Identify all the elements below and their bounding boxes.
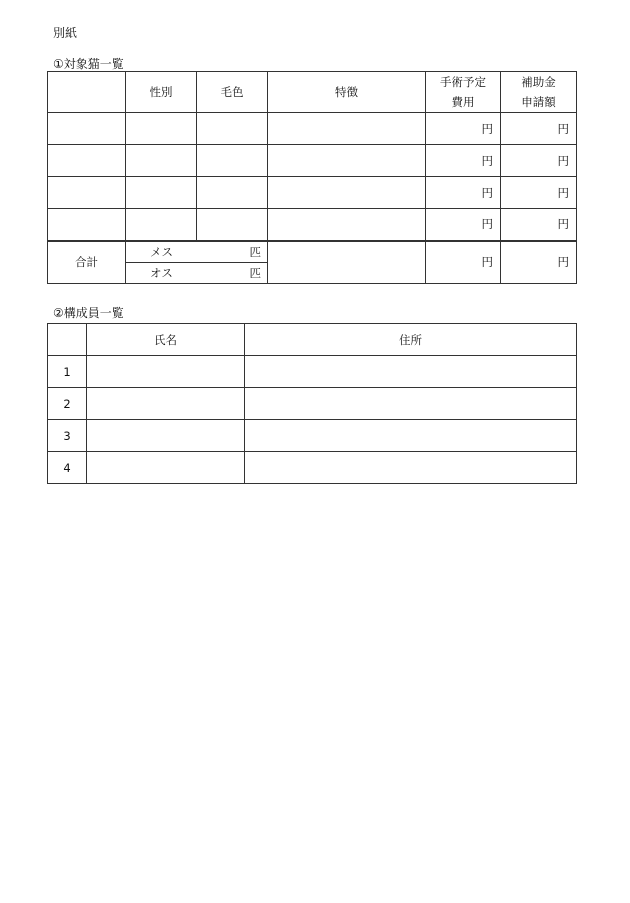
- header-surgery-cost-line2: 費用: [451, 95, 475, 109]
- member-name-cell[interactable]: [87, 356, 245, 388]
- cat-cost-cell[interactable]: 円: [426, 113, 501, 145]
- cat-id-cell[interactable]: [48, 113, 126, 145]
- cat-cost-cell[interactable]: 円: [426, 177, 501, 209]
- member-row: [48, 388, 577, 420]
- member-table-header-row: [48, 324, 577, 356]
- cat-total-row: [48, 241, 577, 284]
- cat-features-cell[interactable]: [268, 177, 426, 209]
- header-address: 住所: [245, 324, 577, 356]
- member-list-table: [47, 323, 577, 484]
- cat-sex-cell[interactable]: [126, 177, 197, 209]
- cat-subsidy-cell[interactable]: 円: [501, 145, 577, 177]
- cat-table-header-row: [48, 72, 577, 113]
- member-address-cell[interactable]: [245, 420, 577, 452]
- member-number: 1: [48, 356, 87, 388]
- cat-color-cell[interactable]: [197, 145, 268, 177]
- total-female-line[interactable]: [126, 242, 267, 263]
- header-color: 毛色: [197, 72, 268, 113]
- total-male-unit: 匹: [249, 265, 261, 280]
- member-name-cell[interactable]: [87, 388, 245, 420]
- cat-row: [48, 113, 577, 145]
- section2-title: ②構成員一覧: [53, 306, 124, 320]
- cat-subsidy-cell[interactable]: 円: [501, 177, 577, 209]
- member-number: 4: [48, 452, 87, 484]
- header-subsidy-line1: 補助金: [521, 75, 556, 89]
- cat-row: [48, 145, 577, 177]
- member-address-cell[interactable]: [245, 452, 577, 484]
- attachment-label: 別紙: [53, 26, 78, 40]
- cat-sex-cell[interactable]: [126, 145, 197, 177]
- cat-cost-cell[interactable]: 円: [426, 209, 501, 241]
- cat-color-cell[interactable]: [197, 209, 268, 241]
- header-surgery-cost: [426, 72, 501, 113]
- member-row: [48, 420, 577, 452]
- member-name-cell[interactable]: [87, 452, 245, 484]
- total-female-label: メス: [150, 244, 173, 259]
- cat-row: [48, 177, 577, 209]
- member-row: [48, 356, 577, 388]
- member-number: 2: [48, 388, 87, 420]
- cat-color-cell[interactable]: [197, 113, 268, 145]
- cat-features-cell[interactable]: [268, 113, 426, 145]
- total-subsidy-cell[interactable]: 円: [501, 241, 577, 284]
- member-name-cell[interactable]: [87, 420, 245, 452]
- cat-sex-cell[interactable]: [126, 209, 197, 241]
- member-address-cell[interactable]: [245, 356, 577, 388]
- cat-id-cell[interactable]: [48, 145, 126, 177]
- total-male-label: オス: [150, 265, 173, 280]
- header-blank-cell: [48, 72, 126, 113]
- header-subsidy-amount: [501, 72, 577, 113]
- header-sex: 性別: [126, 72, 197, 113]
- cat-subsidy-cell[interactable]: 円: [501, 113, 577, 145]
- cat-id-cell[interactable]: [48, 209, 126, 241]
- member-number: 3: [48, 420, 87, 452]
- cat-list-table: [47, 71, 577, 284]
- cat-subsidy-cell[interactable]: 円: [501, 209, 577, 241]
- total-cost-cell[interactable]: 円: [426, 241, 501, 284]
- header-subsidy-line2: 申請額: [521, 95, 556, 109]
- header-blank-cell: [48, 324, 87, 356]
- header-features: 特徴: [268, 72, 426, 113]
- total-features-cell: [268, 241, 426, 284]
- cat-features-cell[interactable]: [268, 145, 426, 177]
- member-row: [48, 452, 577, 484]
- cat-features-cell[interactable]: [268, 209, 426, 241]
- member-address-cell[interactable]: [245, 388, 577, 420]
- total-male-line[interactable]: [126, 263, 267, 283]
- total-label: 合計: [48, 241, 126, 284]
- cat-id-cell[interactable]: [48, 177, 126, 209]
- section1-title: ①対象猫一覧: [53, 57, 124, 71]
- header-name: 氏名: [87, 324, 245, 356]
- cat-cost-cell[interactable]: 円: [426, 145, 501, 177]
- cat-sex-cell[interactable]: [126, 113, 197, 145]
- header-surgery-cost-line1: 手術予定: [440, 75, 486, 89]
- total-female-unit: 匹: [249, 244, 261, 259]
- cat-row: [48, 209, 577, 241]
- total-count-cell: [126, 241, 268, 284]
- cat-color-cell[interactable]: [197, 177, 268, 209]
